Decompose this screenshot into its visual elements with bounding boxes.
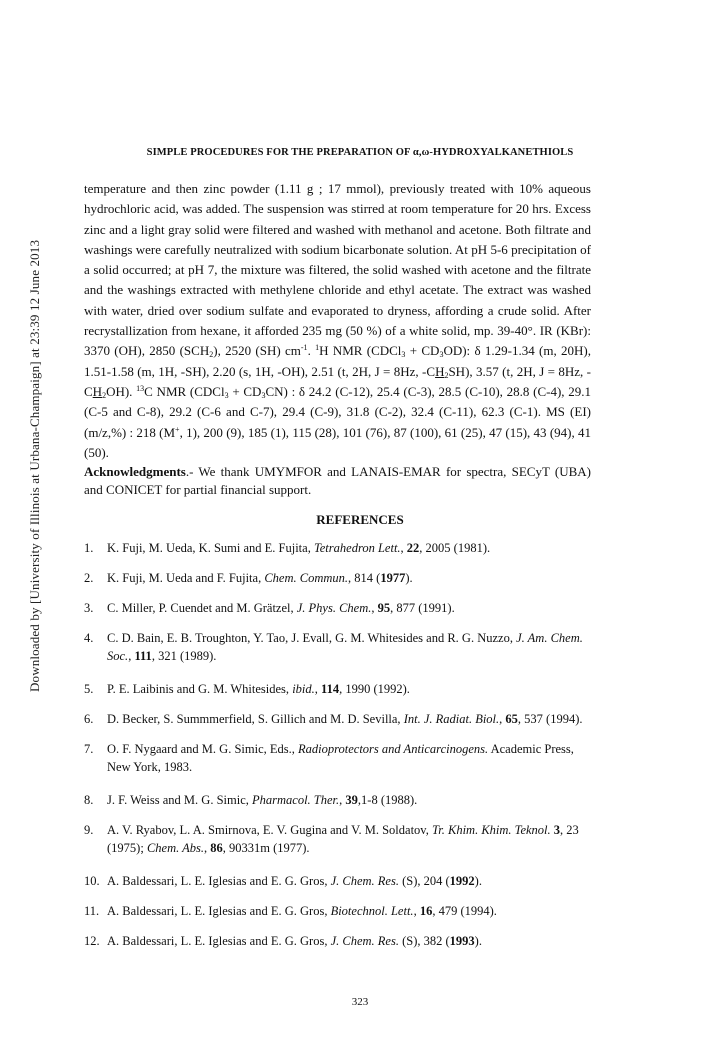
reference-item (84, 873, 592, 891)
reference-item (84, 933, 592, 951)
download-note: Downloaded by [University of Illinois at Urbana-Champaign] at 23:39 12 June 2013 (27, 239, 42, 692)
reference-item (84, 630, 592, 665)
reference-number: 12. (84, 934, 100, 948)
body-paragraph (84, 179, 591, 463)
reference-item (84, 822, 592, 857)
reference-number: 2. (84, 571, 94, 585)
reference-number: 4. (84, 631, 94, 645)
experimental-paragraph: temperature and then zinc powder (1.11 g ; 17 mmol), previously treated with 10% aqueous hydrochloric acid, was added. The suspension was stirred at room temperature for 20 hrs. Excess zinc and a light gray solid were filtered and washed with methanol and acetone. Both filtrate and washings were carefully neutralized with sodium bicarbonate solution. At pH 5-6 precipitation of a solid occurred; at pH 7, the mixture was filtered, the solid washed with acetone and the filtrate and the washings extracted with methylene chloride and ethyl acetate. The extract was washed with water, dried over sodium sulfate and evaporated to dryness, affording a crude solid. After recrystallization from hexane, it afforded 235 mg (50 %) of a white solid, mp. 39-40°. IR (KBr): 3370 (OH), 2850 $(SCH_2)$, 2520 (SH) $cm^{-1}$. $^1$H NMR (CDCl$_3$ + $CD_3OD$): δ 1.29-1.34 (m, 20H), 1.51-1.58 (m, 1H, -SH), 2.20 (s, 1H, -OH), 2.51 (t, 2H, J = 8Hz, $-CH_2SH$), 3.57 (t, 2H, J = 8Hz, $-CH_2OH$). $^{13}$C NMR (CDCl$_3$ + $CD_3CN$) : δ 24.2 (C-12), 25.4 (C-3), 28.5 (C-10), 28.8 (C-4), 29.1 (C-5 and C-8), 29.2 (C-6 and C-7), 29.4 (C-9), 31.8 (C-2), 32.4 (C-11), 62.3 (C-1). MS (EI) (m/z,%) : 218 (M+, 1), 200 (9), 185 (1), 115 (28), 101 (76), 87 (100), 61 (25), 47 (15), 43 (94), 41 (50). (84, 181, 592, 460)
reference-item (84, 792, 592, 810)
reference-text: K. Fuji, M. Ueda, K. Sumi and E. Fujita, Tetrahedron Lett., 22, 2005 (1981). (107, 541, 491, 555)
running-head: SIMPLE PROCEDURES FOR THE PREPARATION OF α,ω-HYDROXYALKANETHIOLS (146, 147, 574, 158)
reference-number: 3. (84, 601, 94, 615)
reference-number: 7. (84, 742, 94, 756)
reference-number: 6. (84, 712, 94, 726)
reference-text: C. Miller, P. Cuendet and M. Grätzel, J. Phys. Chem., 95, 877 (1991). (107, 601, 455, 615)
reference-text: O. F. Nygaard and M. G. Simic, Eds., Radioprotectors and Anticarcinogens. Academic Press, New York, 1983. (107, 742, 574, 774)
reference-number: 5. (84, 682, 94, 696)
reference-text: P. E. Laibinis and G. M. Whitesides, ibid., 114, 1990 (1992). (107, 682, 410, 696)
reference-number: 8. (84, 793, 94, 807)
page-number: 323 (351, 996, 369, 1008)
reference-text: C. D. Bain, E. B. Troughton, Y. Tao, J. Evall, G. M. Whitesides and R. G. Nuzzo, J. Am. Chem. Soc., 111, 321 (1989). (107, 631, 583, 663)
acknowledgments (84, 463, 591, 499)
reference-number: 11. (84, 904, 100, 918)
reference-item (84, 903, 592, 921)
reference-number: 10. (84, 874, 100, 888)
references-title: REFERENCES (316, 512, 404, 527)
reference-item (84, 741, 592, 776)
reference-item (84, 600, 592, 618)
reference-text: A. Baldessari, L. E. Iglesias and E. G. Gros, Biotechnol. Lett., 16, 479 (1994). (107, 904, 497, 918)
reference-item (84, 711, 592, 729)
reference-text: J. F. Weiss and M. G. Simic, Pharmacol. Ther., 39,1-8 (1988). (107, 793, 418, 807)
reference-number: 1. (84, 541, 94, 555)
acknowledgments-heading: Acknowledgments (84, 464, 186, 479)
reference-item (84, 540, 592, 558)
reference-item (84, 570, 592, 588)
reference-text: K. Fuji, M. Ueda and F. Fujita, Chem. Commun., 814 (1977). (107, 571, 413, 585)
reference-text: D. Becker, S. Summmerfield, S. Gillich and M. D. Sevilla, Int. J. Radiat. Biol., 65, 537 (1994). (107, 712, 583, 726)
reference-number: 9. (84, 823, 94, 837)
reference-item (84, 681, 592, 699)
acknowledgments-text: .- We thank UMYMFOR and LANAIS-EMAR for spectra, SECyT (UBA) and CONICET for partial financial support. (84, 464, 591, 497)
reference-text: A. Baldessari, L. E. Iglesias and E. G. Gros, J. Chem. Res. (S), 204 (1992). (107, 874, 482, 888)
reference-text: A. Baldessari, L. E. Iglesias and E. G. Gros, J. Chem. Res. (S), 382 (1993). (107, 934, 482, 948)
reference-text: A. V. Ryabov, L. A. Smirnova, E. V. Gugina and V. M. Soldatov, Tr. Khim. Khim. Teknol. 3, 23 (1975); Chem. Abs., 86, 90331m (1977). (107, 823, 579, 855)
